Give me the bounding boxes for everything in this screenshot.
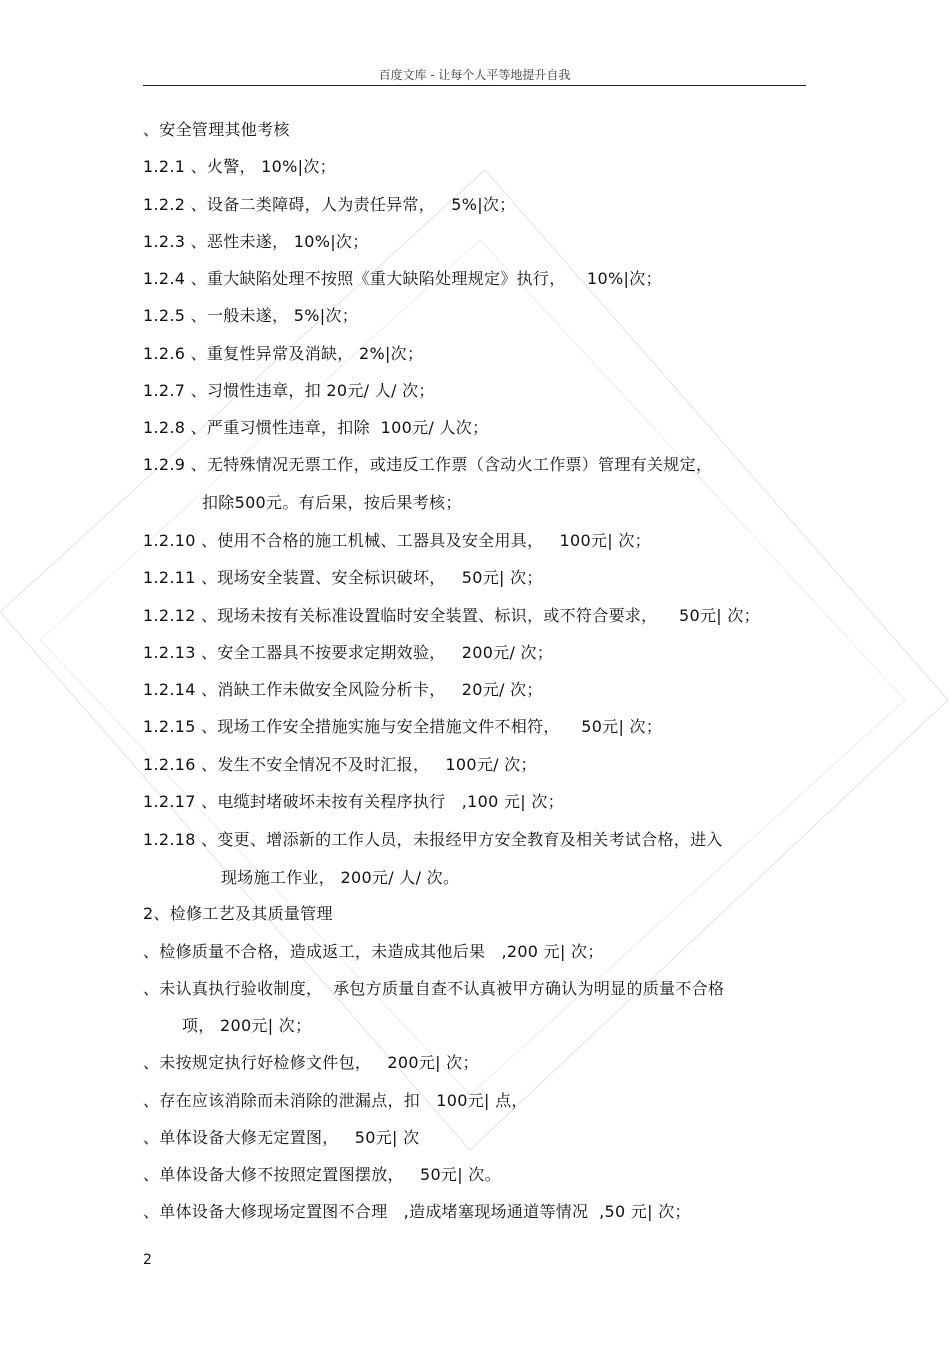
clause-1-2-8: 1.2.8 、严重习惯性违章，扣除 100元/ 人次； <box>143 418 489 437</box>
clause-1-2-12: 1.2.12 、现场未按有关标准设置临时安全装置、标识，或不符合要求， 50元| 次； <box>143 606 760 625</box>
clause-1-2-16: 1.2.16 、发生不安全情况不及时汇报， 100元/ 次； <box>143 755 537 774</box>
clause-1-2-5: 1.2.5 、一般未遂， 5%|次； <box>143 306 359 325</box>
quality-item-leak-points: 、存在应该消除而未消除的泄漏点，扣 100元| 点， <box>143 1091 528 1110</box>
clause-1-2-1: 1.2.1 、火警， 10%|次； <box>143 157 336 176</box>
quality-item-acceptance-continuation: 项， 200元| 次； <box>182 1016 312 1035</box>
quality-item-file-package: 、未按规定执行好检修文件包， 200元| 次； <box>143 1053 479 1072</box>
page-header: 百度文库 - 让每个人平等地提升自我 <box>378 68 571 82</box>
clause-1-2-9-continuation: 扣除500元。有后果，按后果考核； <box>202 493 462 512</box>
clause-1-2-18-continuation: 现场施工作业， 200元/ 人/ 次。 <box>221 868 460 887</box>
clause-1-2-9: 1.2.9 、无特殊情况无票工作，或违反工作票（含动火工作票）管理有关规定， <box>143 455 713 474</box>
clause-1-2-17: 1.2.17 、电缆封堵破坏未按有关程序执行 ,100 元| 次； <box>143 792 564 811</box>
quality-item-layout-unreasonable: 、单体设备大修现场定置图不合理 ,造成堵塞现场通道等情况 ,50 元| 次； <box>143 1202 691 1221</box>
section-heading-safety-other: 、安全管理其他考核 <box>143 120 290 139</box>
clause-1-2-2: 1.2.2 、设备二类障碍，人为责任异常， 5%|次； <box>143 195 516 214</box>
clause-1-2-4: 1.2.4 、重大缺陷处理不按照《重大缺陷处理规定》执行， 10%|次； <box>143 269 662 288</box>
clause-1-2-10: 1.2.10 、使用不合格的施工机械、工器具及安全用具， 100元| 次； <box>143 531 651 550</box>
clause-1-2-15: 1.2.15 、现场工作安全措施实施与安全措施文件不相符， 50元| 次； <box>143 717 663 736</box>
quality-item-no-layout-map: 、单体设备大修无定置图， 50元| 次 <box>143 1128 420 1147</box>
quality-item-acceptance: 、未认真执行验收制度， 承包方质量自查不认真被甲方确认为明显的质量不合格 <box>143 979 725 998</box>
clause-1-2-6: 1.2.6 、重复性异常及消缺， 2%|次； <box>143 344 424 363</box>
clause-1-2-7: 1.2.7 、习惯性违章，扣 20元/ 人/ 次； <box>143 381 435 400</box>
clause-1-2-3: 1.2.3 、恶性未遂， 10%|次； <box>143 232 369 251</box>
clause-1-2-13: 1.2.13 、安全工器具不按要求定期效验， 200元/ 次； <box>143 643 554 662</box>
quality-item-rework: 、检修质量不合格，造成返工，未造成其他后果 ,200 元| 次； <box>143 942 604 961</box>
quality-item-layout-not-followed: 、单体设备大修不按照定置图摆放， 50元| 次。 <box>143 1165 501 1184</box>
clause-1-2-14: 1.2.14 、消缺工作未做安全风险分析卡， 20元/ 次； <box>143 680 543 699</box>
page-number: 2 <box>143 1252 152 1268</box>
header-divider <box>143 85 806 86</box>
clause-1-2-11: 1.2.11 、现场安全装置、安全标识破坏， 50元| 次； <box>143 568 543 587</box>
clause-1-2-18: 1.2.18 、变更、增添新的工作人员，未报经甲方安全教育及相关考试合格，进入 <box>143 830 723 849</box>
section-heading-quality: 2、检修工艺及其质量管理 <box>143 904 333 923</box>
